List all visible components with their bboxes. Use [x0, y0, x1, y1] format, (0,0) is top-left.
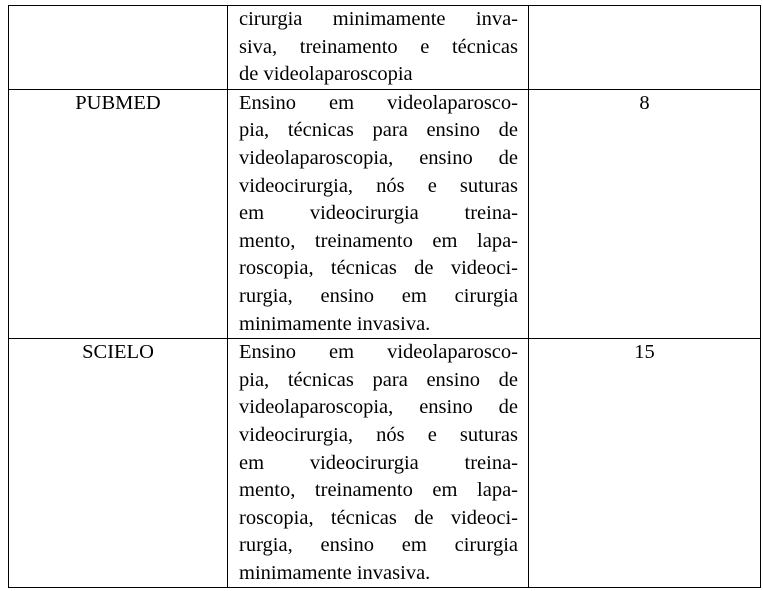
terms-line: videocirurgia, nós e suturas: [239, 423, 518, 446]
terms-line: em videocirurgia treina-: [239, 451, 518, 474]
database-cell: [9, 6, 228, 90]
search-terms-cell: [228, 89, 529, 338]
terms-line: cirurgia minimamente inva-: [239, 8, 518, 30]
terms-line: mento, treinamento em lapa-: [239, 479, 518, 502]
terms-line: minimamente invasiva.: [239, 561, 431, 584]
terms-line: videolaparoscopia, ensino de: [239, 146, 518, 169]
terms-line: minimamente invasiva.: [239, 312, 431, 335]
result-count-cell: [529, 89, 761, 338]
result-count: 8: [639, 91, 650, 114]
terms-line: rurgia, ensino em cirurgia: [239, 534, 518, 557]
search-terms-cell: [228, 339, 529, 588]
database-cell: [9, 89, 228, 338]
table-row: [9, 6, 761, 90]
terms-line: videocirurgia, nós e suturas: [239, 174, 518, 197]
terms-line: pia, técnicas para ensino de: [239, 119, 518, 142]
table-row: [9, 339, 761, 588]
search-strategy-table: [8, 5, 761, 588]
terms-line: de videolaparoscopia: [239, 63, 413, 86]
terms-line: mento, treinamento em lapa-: [239, 229, 518, 252]
terms-line: videolaparoscopia, ensino de: [239, 396, 518, 419]
result-count-cell: [529, 339, 761, 588]
terms-line: siva, treinamento e técnicas: [239, 35, 518, 58]
table-body: [9, 6, 761, 588]
terms-line: pia, técnicas para ensino de: [239, 368, 518, 391]
search-terms-cell: [228, 6, 529, 90]
terms-line: roscopia, técnicas de videoci-: [239, 257, 518, 280]
database-name: PUBMED: [75, 91, 161, 114]
terms-line: Ensino em videolaparosco-: [239, 91, 518, 114]
database-name: SCIELO: [82, 341, 154, 364]
terms-line: Ensino em videolaparosco-: [239, 341, 518, 364]
result-count: 15: [634, 341, 655, 364]
database-cell: [9, 339, 228, 588]
terms-line: rurgia, ensino em cirurgia: [239, 284, 518, 307]
table-row: [9, 89, 761, 338]
terms-line: em videocirurgia treina-: [239, 202, 518, 225]
terms-line: roscopia, técnicas de videoci-: [239, 506, 518, 529]
result-count-cell: [529, 6, 761, 90]
